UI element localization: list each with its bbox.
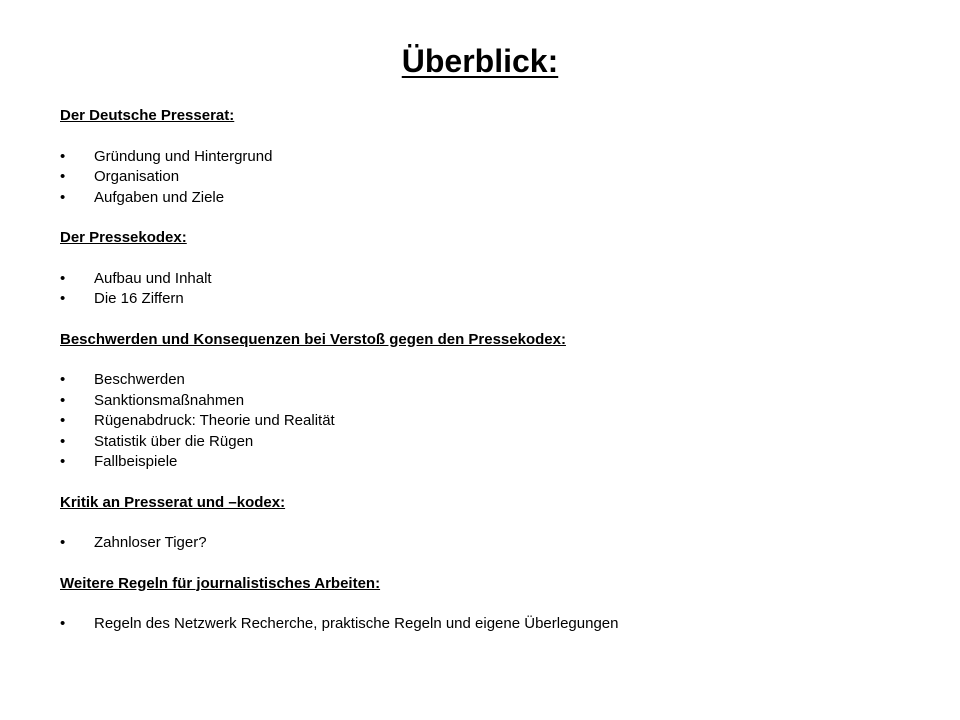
bullet-icon: • <box>60 290 66 307</box>
list-item-label: Organisation <box>94 168 180 185</box>
section-heading-presserat: Der Deutsche Presserat: <box>60 107 235 124</box>
list-item-label: Aufbau und Inhalt <box>94 269 212 287</box>
list-item <box>60 533 920 554</box>
list-item <box>60 167 920 188</box>
section-list-presserat <box>60 147 920 209</box>
bullet-icon: • <box>60 432 66 450</box>
section-list-regeln <box>60 614 920 635</box>
section-heading-beschwerden: Beschwerden und Konsequenzen bei Verstoß gegen den Pressekodex: <box>60 330 566 348</box>
bullet-icon: • <box>60 168 66 185</box>
list-item-label: Aufgaben und Ziele <box>94 188 225 206</box>
bullet-icon: • <box>60 412 66 429</box>
overview-content <box>60 106 920 655</box>
list-item-label: Gründung und Hintergrund <box>94 147 273 165</box>
list-item-label: Rügenabdruck: Theorie und Realität <box>94 412 335 429</box>
bullet-icon: • <box>60 453 66 470</box>
list-item <box>60 147 920 168</box>
list-item <box>60 432 920 453</box>
bullet-icon: • <box>60 371 66 388</box>
list-item <box>60 614 920 635</box>
list-item-label: Sanktionsmaßnahmen <box>94 391 245 409</box>
bullet-icon: • <box>60 391 66 409</box>
bullet-icon: • <box>60 269 66 287</box>
list-item-label: Beschwerden <box>94 371 185 388</box>
list-item <box>60 391 920 412</box>
bullet-icon: • <box>60 188 66 206</box>
section-heading-pressekodex: Der Pressekodex: <box>60 229 187 246</box>
section-heading-kritik: Kritik an Presserat und –kodex: <box>60 493 286 511</box>
list-item-label: Statistik über die Rügen <box>94 432 254 450</box>
list-item-label: Regeln des Netzwerk Recherche, praktische Regeln und eigene Überlegungen <box>94 615 619 632</box>
list-item <box>60 411 920 432</box>
section-list-beschwerden <box>60 370 920 473</box>
bullet-icon: • <box>60 615 66 632</box>
bullet-icon: • <box>60 147 66 165</box>
section-heading-regeln: Weitere Regeln für journalistisches Arbeiten: <box>60 574 381 592</box>
list-item <box>60 370 920 391</box>
list-item <box>60 188 920 209</box>
section-list-kritik <box>60 533 920 554</box>
list-item-label: Zahnloser Tiger? <box>94 534 207 551</box>
list-item <box>60 289 920 310</box>
page-title: Überblick: <box>401 43 559 79</box>
list-item-label: Fallbeispiele <box>94 453 178 470</box>
list-item <box>60 452 920 473</box>
section-list-pressekodex <box>60 269 920 310</box>
list-item <box>60 269 920 290</box>
bullet-icon: • <box>60 534 66 551</box>
list-item-label: Die 16 Ziffern <box>94 290 184 307</box>
